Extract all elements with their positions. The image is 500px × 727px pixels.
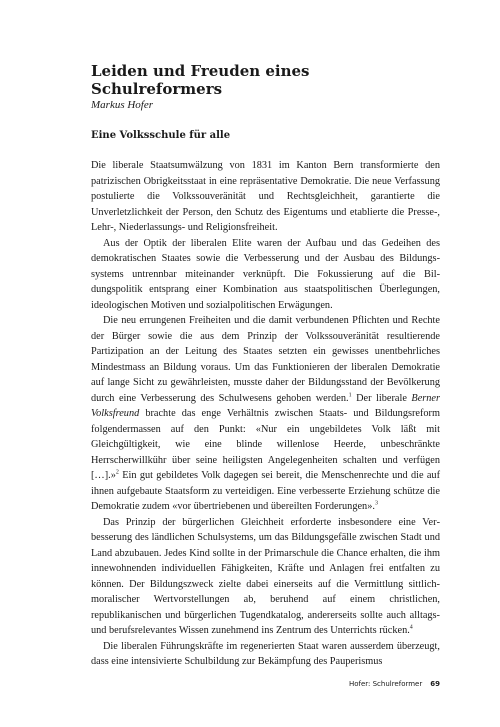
paragraph-3-text-d: Ein gut gebildetes Volk dagegen sei bereit, die Menschenrechte und die auf ihnen aufgebaute Staatsform zu verteidigen. Eine verbesserte Erziehung schütze die Demokratie zudem «vor übertriebenen und übereilten Forderungen». bbox=[91, 470, 440, 512]
paragraph-4-text: Das Prinzip der bürgerlichen Gleichheit erforderte insbesondere eine Verbesserung des ländlichen Schulsystems, um das Bildungsgefälle zwischen Stadt und Land abzubauen. Jedes Kind sollte in der Primarschule die Chance erhalten, die ihm innewohnenden individuellen Fähigkeiten, Kräfte und Anlagen frei entfalten zu können. Der Bildungszweck zielte dabei einerseits auf die Vermittlung sittlich-moralischer Wertvorstellungen ab, beruhend auf einem christlichen, republikanischen und bürgerlichen Tugendkatalog, andererseits sollte auch alltags- und berufsrelevantes Wissen zunehmend ins Zentrum des Unterrichts rücken. bbox=[91, 516, 440, 636]
footnote-marker-2: 2 bbox=[115, 469, 119, 476]
paragraph-2: Aus der Optik der liberalen Elite waren der Aufbau und das Gedeihen des demokratischen Staates sowie die Verbesserung und der Ausbau des Bildungssystems untrennbar miteinander verknüpft. Die Fokussierung auf die Bildungspolitik entsprang einer Kombination aus staatspolitischen Überlegungen, ideologischen Motiven und sozialpolitischen Erwägungen. bbox=[91, 237, 440, 311]
page-number: 69 bbox=[430, 680, 440, 688]
paragraph-3-text-c: brachte das enge Verhältnis zwischen Staats- und Bildungsreform folgendermassen auf den Punkt: «Nur ein ungebildetes Volk läßt mit Gleichgültigkeit, wie eine blinde willenlose Heerde, unbeschränkte Herrscherwillkühr über seine heiligsten Angelegenheiten schalten und verfügen […].» bbox=[91, 408, 440, 481]
body-text bbox=[91, 158, 440, 670]
article-title-line2: Schulreformers bbox=[91, 80, 223, 98]
footnote-marker-1: 1 bbox=[348, 392, 352, 399]
footnote-marker-4: 4 bbox=[409, 624, 413, 631]
footnote-marker-3: 3 bbox=[374, 500, 378, 507]
page-footer bbox=[349, 680, 440, 688]
article-title bbox=[91, 62, 310, 98]
paragraph-4 bbox=[91, 515, 440, 639]
paragraph-1: Die liberale Staatsumwälzung von 1831 im Kanton Bern transformierte den patrizischen Obrigkeitsstaat in eine repräsentative Demokratie. Die neue Verfassung postulierte die Volkssouveränität und Rechtsgleichheit, garantierte die Unverletzlichkeit der Person, den Schutz des Eigentums und etablierte die Presse-, Lehr-, Niederlassungs- und Religionsfreiheit. bbox=[91, 160, 440, 233]
newspaper-title: Berner Volksfreund bbox=[91, 392, 440, 419]
section-heading: Eine Volksschule für alle bbox=[91, 130, 231, 141]
paragraph-3-text-a: Die neu errungenen Freiheiten und die damit verbundenen Pflichten und Rechte der Bürger sowie die aus dem Prinzip der Volkssouveränität resultierende Partizipation an der Leitung des Staates setzten ein gewisses unentbehrliches Mindestmass an Bildung voraus. Um das Funktionieren der liberalen Demokratie auf lange Sicht zu gewährleisten, musste daher der Bildungsstand der Bevölkerung durch eine Verbesserung des Schulwesens gehoben werden. bbox=[91, 315, 440, 404]
author-name: Markus Hofer bbox=[91, 99, 154, 111]
running-head: Hofer: Schulreformer bbox=[348, 680, 423, 688]
article-title-line1: Leiden und Freuden eines bbox=[91, 62, 310, 80]
paragraph-5: Die liberalen Führungskräfte im regenerierten Staat waren ausserdem überzeugt, dass eine intensivierte Schulbildung zur Bekämpfung des Pauperismus bbox=[91, 640, 440, 667]
paragraph-3 bbox=[91, 313, 440, 515]
paragraph-3-text-b: Der liberale bbox=[351, 392, 412, 404]
